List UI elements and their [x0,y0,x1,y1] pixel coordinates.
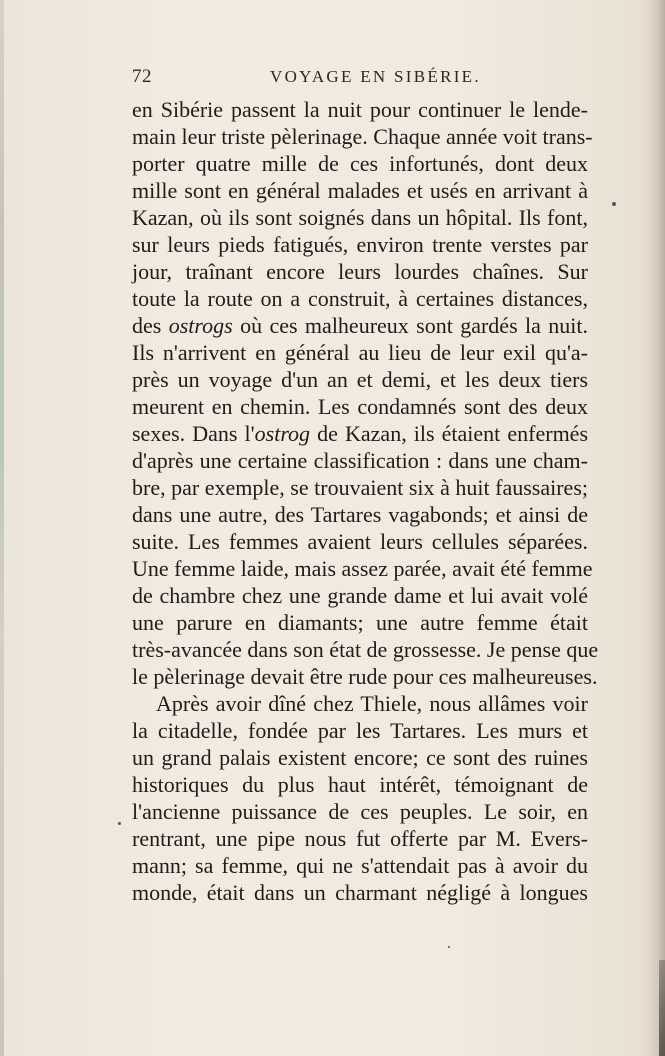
text-line: Une femme laide, mais assez parée, avait été femme [132,556,593,581]
italic-term: ostrogs [168,313,233,338]
text-line: sur leurs pieds fatigués, environ trente verstes par [132,232,588,257]
text-line: d'après une certaine classification : dans une cham- [132,448,588,473]
text-line: Ils n'arrivent en général au lieu de leur exil qu'a- [132,340,588,365]
text-line: meurent en chemin. Les condamnés sont des deux [132,394,588,419]
text-line: Après avoir dîné chez Thiele, nous allâmes voir [156,691,588,716]
page-edge-strip [659,960,665,1056]
body-text [132,96,599,906]
text-line: mann; sa femme, qui ne s'attendait pas à avoir du [132,853,588,878]
text-line: main leur triste pèlerinage. Chaque année voit trans- [132,124,593,149]
text-line [132,420,588,447]
page-number: 72 [132,66,152,87]
text-line: le pèlerinage devait être rude pour ces malheureuses. [132,664,598,689]
text-line: suite. Les femmes avaient leurs cellules séparées. [132,529,588,554]
running-head: VOYAGE EN SIBÉRIE. [270,67,481,86]
text-line: dans une autre, des Tartares vagabonds; et ainsi de [132,502,588,527]
page-header [132,66,588,88]
text-line: de chambre chez une grande dame et lui avait volé [132,583,588,608]
text-line: près un voyage d'un an et demi, et les deux tiers [132,367,588,392]
text-line: un grand palais existent encore; ce sont des ruines [132,745,588,770]
text-segment: où ces malheureux sont gardés la nuit. [232,313,588,338]
text-line: très-avancée dans son état de grossesse. Je pense que [132,637,599,662]
text-line [132,312,588,339]
text-line: Kazan, où ils sont soignés dans un hôpital. Ils font, [132,205,588,230]
text-line: l'ancienne puissance de ces peuples. Le soir, en [132,799,588,824]
text-line: monde, était dans un charmant négligé à longues [132,880,588,905]
text-line: la citadelle, fondée par les Tartares. Les murs et [132,718,588,743]
text-line: jour, traînant encore leurs lourdes chaînes. Sur [132,259,588,284]
text-line: porter quatre mille de ces infortunés, dont deux [132,151,588,176]
text-line: toute la route on a construit, à certaines distances, [132,286,588,311]
page-speck [118,822,121,825]
text-line: rentrant, une pipe nous fut offerte par M. Evers- [132,826,588,851]
italic-term: ostrog [254,421,311,446]
text-segment: sexes. Dans l' [132,421,255,446]
page-speck [448,946,450,948]
text-segment: de Kazan, ils étaient enfermés [310,421,589,446]
text-line: en Sibérie passent la nuit pour continuer le lende- [132,97,588,122]
text-line: historiques du plus haut intérêt, témoignant de [132,772,588,797]
text-segment: des [132,313,169,338]
page-left-edge [0,0,4,1056]
text-line: une parure en diamants; une autre femme était [132,610,588,635]
text-line: mille sont en général malades et usés en arrivant à [132,178,588,203]
page-speck [612,202,616,206]
page-gutter-shadow [647,0,665,1056]
text-line: bre, par exemple, se trouvaient six à huit faussaires; [132,475,588,500]
